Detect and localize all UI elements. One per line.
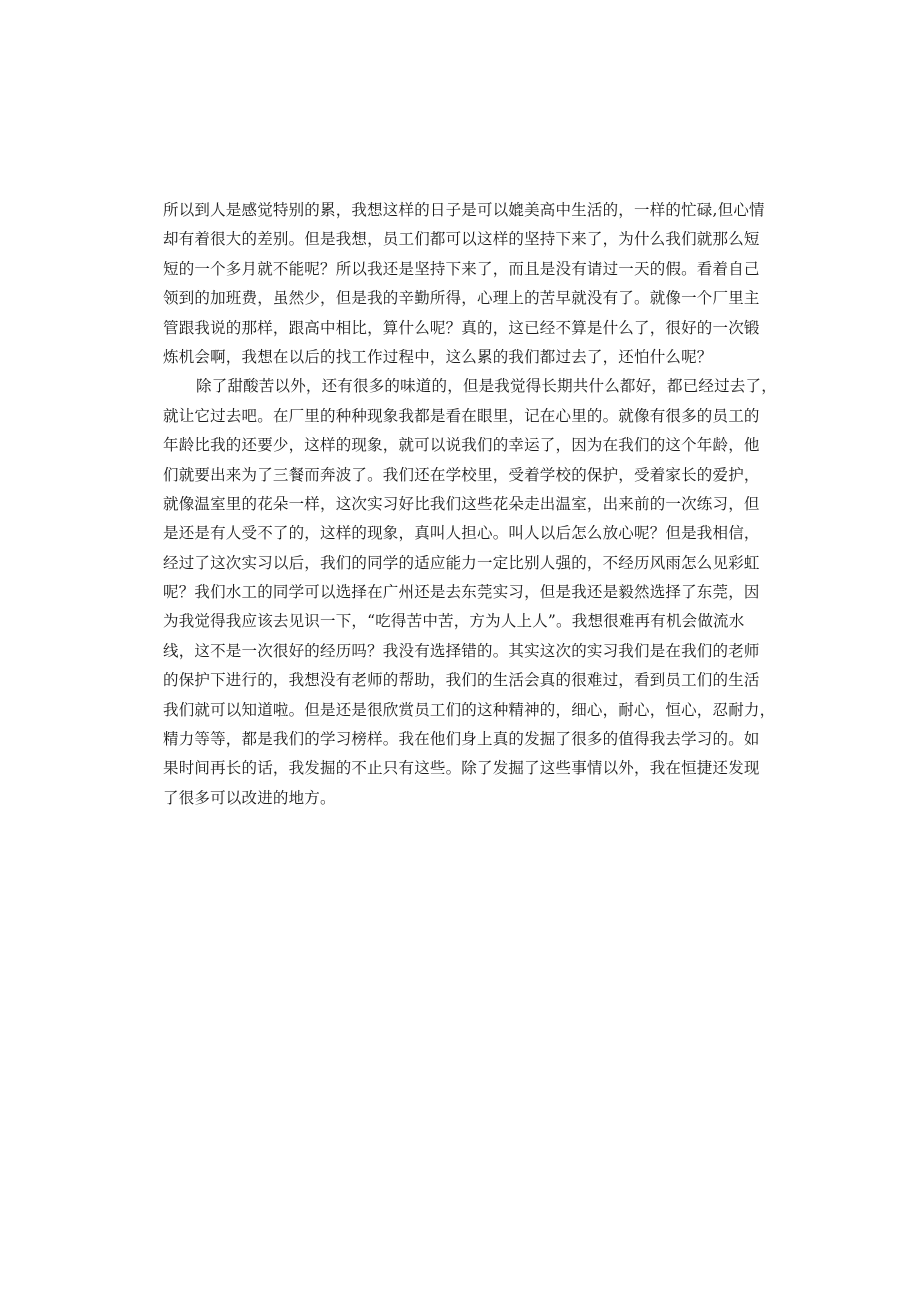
document-body [163,196,777,813]
text-line: 为我觉得我应该去见识一下，“吃得苦中苦，方为人上人”。我想很难再有机会做流水 [163,612,745,631]
text-line: 我们就可以知道啦。但是还是很欣赏员工们的这种精神的，细心，耐心，恒心，忍耐力， [163,700,776,719]
text-line: 呢？我们水工的同学可以选择在广州还是去东莞实习，但是我还是毅然选择了东莞，因 [163,583,760,602]
text-line: 果时间再长的话，我发掘的不止只有这些。除了发掘了这些事情以外，我在恒捷还发现 [163,759,760,778]
text-line: 了很多可以改进的地方。 [163,788,336,807]
paragraph [163,196,765,372]
text-line: 炼机会啊，我想在以后的找工作过程中，这么累的我们都过去了，还怕什么呢？ [163,347,713,366]
paragraph [163,372,777,813]
text-line: 年龄比我的还要少，这样的现象，就可以说我们的幸运了，因为在我们的这个年龄，他 [163,436,760,455]
text-line: 经过了这次实习以后，我们的同学的适应能力一定比别人强的，不经历风雨怎么见彩虹 [163,553,760,572]
text-line: 所以到人是感觉特别的累，我想这样的日子是可以媲美高中生活的，一样的忙碌,但心情 [163,201,765,219]
text-line: 就像温室里的花朵一样，这次实习好比我们这些花朵走出温室，出来前的一次练习，但 [163,494,760,513]
text-line: 领到的加班费，虽然少，但是我的辛勤所得，心理上的苦早就没有了。就像一个厂里主 [163,289,760,308]
text-line: 却有着很大的差别。但是我想，员工们都可以这样的坚持下来了，为什么我们就那么短 [163,230,760,249]
text-line: 就让它过去吧。在厂里的种种现象我都是看在眼里，记在心里的。就像有很多的员工的 [163,406,760,425]
text-line: 除了甜酸苦以外，还有很多的味道的，但是我觉得长期共什么都好，都已经过去了， [196,377,777,396]
text-line: 线，这不是一次很好的经历吗？我没有选择错的。其实这次的实习我们是在我们的老师 [163,641,760,660]
text-line: 们就要出来为了三餐而奔波了。我们还在学校里，受着学校的保护，受着家长的爱护， [163,465,760,484]
text-line: 是还是有人受不了的，这样的现象，真叫人担心。叫人以后怎么放心呢？但是我相信， [163,524,760,543]
text-line: 短的一个多月就不能呢？所以我还是坚持下来了，而且是没有请过一天的假。看着自己 [163,259,760,278]
text-line: 的保护下进行的，我想没有老师的帮助，我们的生活会真的很难过，看到员工们的生活 [163,671,760,690]
text-line: 精力等等，都是我们的学习榜样。我在他们身上真的发掘了很多的值得我去学习的。如 [163,730,760,749]
text-line: 管跟我说的那样，跟高中相比，算什么呢？真的，这已经不算是什么了，很好的一次锻 [163,318,760,337]
